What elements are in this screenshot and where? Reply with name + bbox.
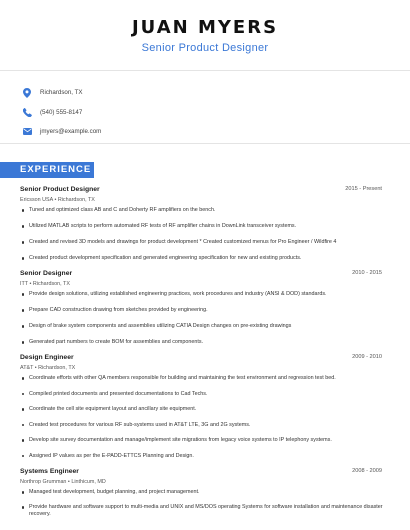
job-dates: 2008 - 2009 <box>352 468 382 474</box>
job-company: Northrop Grumman • Linthicum, MD <box>20 479 106 485</box>
job-bullet: Tuned and optimized class AB and C and Doherty RF amplifiers on the bench. <box>22 207 386 214</box>
job-bullet: Develop site survey documentation and manage/implement site migrations from legacy voice systems to IP telephony systems. <box>22 437 386 444</box>
job-bullet: Utilized MATLAB scripts to perform automated RF tests of RF amplifier chains in DownLink transceiver systems. <box>22 223 386 230</box>
divider <box>0 70 410 71</box>
job-dates: 2015 - Present <box>345 186 382 192</box>
job-entry <box>0 270 410 354</box>
job-company: ITT • Richardson, TX <box>20 281 70 287</box>
job-bullets <box>22 489 386 518</box>
job-entry <box>0 468 410 530</box>
job-dates: 2010 - 2015 <box>352 270 382 276</box>
phone-text: (540) 555-8147 <box>40 108 83 116</box>
job-entry <box>0 354 410 468</box>
job-bullet: Design of brake system components and assemblies utilizing CATIA Design changes on pre-existing drawings <box>22 323 386 330</box>
contact-phone <box>22 103 101 123</box>
candidate-name: JUAN MYERS <box>131 17 279 38</box>
job-bullet: Assigned IP values as per the E-PADD-ETTCS Planning and Design. <box>22 453 386 460</box>
job-bullet: Created product development specification and generated engineering specification for new and existing products. <box>22 255 386 262</box>
job-company: AT&T • Richardson, TX <box>20 365 76 371</box>
job-bullet: Coordinate efforts with other QA members responsible for building and maintaining the test environment and regression test bed. <box>22 375 386 382</box>
email-text: jmyers@example.com <box>40 128 102 136</box>
resume-header <box>0 0 410 54</box>
job-bullet: Provide design solutions, utilizing established engineering practices, work procedures and industry (ANSI & DOD) standards. <box>22 291 386 298</box>
job-bullet: Managed test development, budget planning, and project management. <box>22 489 386 496</box>
job-entry <box>0 186 410 270</box>
job-bullet: Compiled printed documents and presented documentations to Cad Techs. <box>22 391 386 398</box>
job-title: Design Engineer <box>20 354 74 361</box>
envelope-icon <box>22 127 32 137</box>
job-company: Ericsson USA • Richardson, TX <box>20 197 95 203</box>
job-dates: 2009 - 2010 <box>352 354 382 360</box>
job-bullet: Coordinate the cell site equipment layout and ancillary site equipment. <box>22 406 386 413</box>
candidate-title: Senior Product Designer <box>141 42 269 54</box>
experience-list <box>0 186 410 530</box>
job-bullet: Created test procedures for various RF sub-systems used in AT&T LTE, 3G and 2G systems. <box>22 422 386 429</box>
phone-icon <box>22 107 32 117</box>
job-bullet: Prepare CAD construction drawing from sketches provided by engineering. <box>22 307 386 314</box>
contact-email <box>22 122 101 142</box>
job-bullet: Generated part numbers to create BOM for assemblies and components. <box>22 339 386 346</box>
section-heading-experience: EXPERIENCE <box>20 164 92 175</box>
location-text: Richardson, TX <box>40 89 83 97</box>
job-bullets <box>22 375 386 460</box>
job-title: Senior Product Designer <box>20 186 100 193</box>
job-bullets <box>22 207 386 262</box>
job-bullet: Created and revised 3D models and drawings for product development * Created customized menus for Pro Engineer / Wildfire 4 <box>22 239 386 246</box>
job-bullets <box>22 291 386 346</box>
job-bullet: Provide hardware and software support to multi-media and UNIX and MS/DOS operating Systems for software installation and maintenance disaster recovery. <box>22 504 386 518</box>
divider <box>0 143 410 144</box>
job-title: Senior Designer <box>20 270 73 277</box>
job-title: Systems Engineer <box>20 468 79 475</box>
map-pin-icon <box>22 88 32 98</box>
contact-location <box>22 83 101 103</box>
contact-list <box>22 83 101 142</box>
